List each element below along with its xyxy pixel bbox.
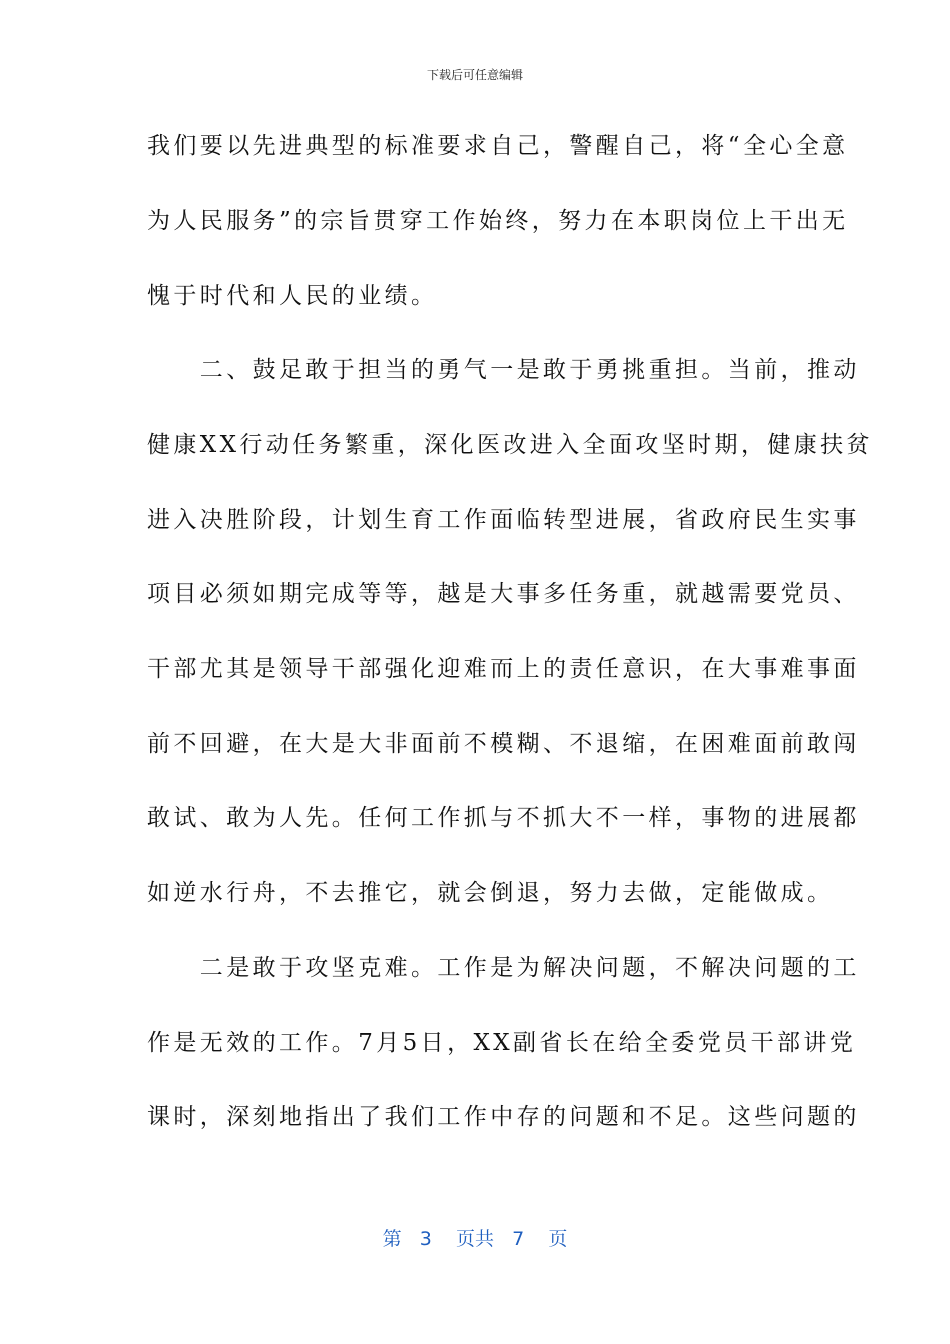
text-line: 敢试、敢为人先。任何工作抓与不抓大不一样，事物的进展都 xyxy=(147,805,860,831)
text-line: 干部尤其是领导干部强化迎难而上的责任意识，在大事难事面 xyxy=(147,656,860,682)
page-label-suffix: 页 xyxy=(548,1228,568,1250)
text-line: 二、鼓足敢于担当的勇气一是敢于勇挑重担。当前，推动 xyxy=(147,357,860,383)
text-line: 项目必须如期完成等等，越是大事多任务重，就越需要党员、 xyxy=(147,581,860,607)
total-pages-number: 7 xyxy=(512,1228,525,1250)
text-line: 作是无效的工作。7月5日，XX副省长在给全委党员干部讲党 xyxy=(147,1030,857,1056)
text-line: 进入决胜阶段，计划生育工作面临转型进展，省政府民生实事 xyxy=(147,507,860,533)
text-line: 二是敢于攻坚克难。工作是为解决问题，不解决问题的工 xyxy=(147,955,860,981)
text-line: 课时，深刻地指出了我们工作中存的问题和不足。这些问题的 xyxy=(147,1104,860,1130)
text-line: 我们要以先进典型的标准要求自己，警醒自己，将“全心全意 xyxy=(147,133,849,159)
text-line: 愧于时代和人民的业绩。 xyxy=(147,283,438,309)
text-line: 前不回避，在大是大非面前不模糊、不退缩，在困难面前敢闯 xyxy=(147,731,860,757)
text-line: 为人民服务”的宗旨贯穿工作始终，努力在本职岗位上干出无 xyxy=(147,208,849,234)
page-label-prefix: 第 xyxy=(382,1228,402,1250)
current-page-number: 3 xyxy=(419,1228,432,1250)
text-line: 健康XX行动任务繁重，深化医改进入全面攻坚时期，健康扶贫 xyxy=(147,432,873,458)
text-line: 如逆水行舟，不去推它，就会倒退，努力去做，定能做成。 xyxy=(147,880,834,906)
page-footer xyxy=(0,1228,950,1250)
page-label-middle: 页共 xyxy=(455,1228,494,1250)
page-header: 下载后可任意编辑 xyxy=(426,68,523,82)
